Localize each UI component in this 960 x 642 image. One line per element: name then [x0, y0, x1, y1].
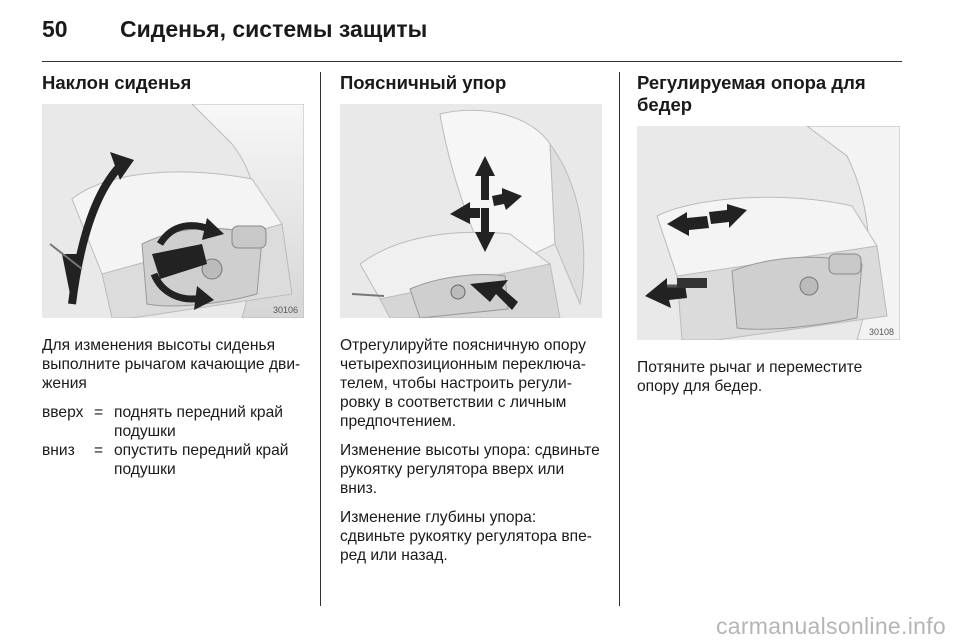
def-description: опустить передний край подушки: [114, 442, 289, 478]
instruction-text: Для изменения высоты сиденья выполните рычагом качающие дви-жения: [42, 337, 301, 392]
def-separator: =: [94, 404, 104, 421]
section-thigh-support: [637, 72, 900, 406]
definition-row: [42, 403, 304, 441]
figure-code: 30108: [868, 327, 894, 337]
lumbar-paragraph: Отрегулируйте поясничную опору четырехпозиционным переключа-телем, чтобы настроить регули-ровку в соответствии с личным предпочтением.: [340, 337, 586, 430]
def-term: вверх: [42, 404, 84, 421]
figure-code: 30106: [272, 305, 298, 315]
def-term: вниз: [42, 442, 75, 459]
column-divider: [619, 72, 620, 606]
lumbar-height-paragraph: Изменение высоты упора: сдвиньте рукоятку регулятора вверх или вниз.: [340, 442, 600, 497]
section-heading: Регулируемая опора для бедер: [637, 72, 866, 115]
definition-row: [42, 441, 304, 479]
definition-list: [42, 403, 304, 479]
page-number: 50: [42, 16, 68, 42]
watermark: carmanualsonline.info: [715, 613, 946, 639]
thigh-support-illustration: [637, 126, 900, 340]
seat-tilt-illustration: [42, 104, 304, 318]
section-lumbar-support: [340, 72, 602, 575]
column-divider: [320, 72, 321, 606]
page-title: Сиденья, системы защиты: [120, 16, 428, 42]
lumbar-support-illustration: [340, 104, 602, 318]
section-heading: Поясничный упор: [340, 72, 507, 93]
page-header: [42, 16, 427, 46]
def-separator: =: [94, 442, 104, 459]
lumbar-depth-paragraph: Изменение глубины упора: сдвиньте рукоятку регулятора впе-ред или назад.: [340, 509, 592, 564]
header-rule: [42, 61, 902, 62]
section-seat-tilt: [42, 72, 304, 479]
thigh-support-paragraph: Потяните рычаг и переместите опору для бедер.: [637, 359, 863, 395]
def-description: поднять передний край подушки: [114, 404, 283, 440]
section-heading: Наклон сиденья: [42, 72, 192, 93]
